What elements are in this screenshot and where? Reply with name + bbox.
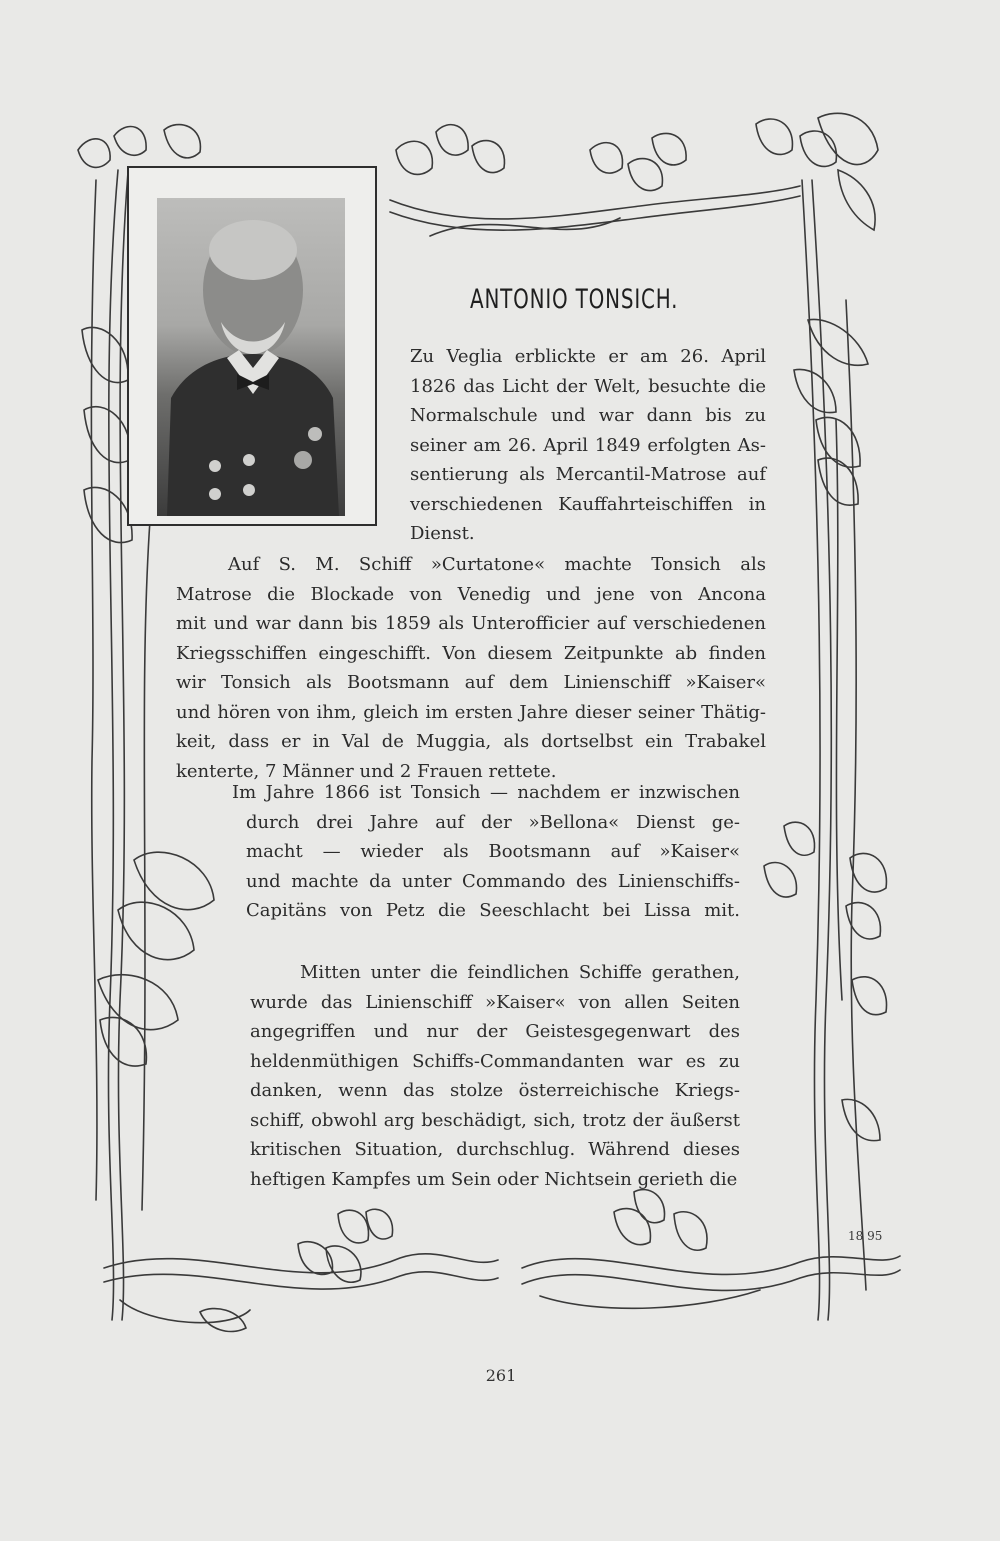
- text-line: kenterte, 7 Männer und 2 Frauen rettete.: [176, 760, 557, 782]
- text-line: Im Jahre 1866 ist Tonsich — nachdem er inzwischen: [232, 782, 740, 803]
- paragraph-4: [250, 958, 740, 1194]
- text-line: Normalschule und war dann bis zu: [410, 405, 766, 426]
- text-line: Mitten unter die feindlichen Schiffe gerathen,: [300, 962, 740, 983]
- text-line: heldenmüthigen Schiffs-Commandanten war es zu: [250, 1050, 740, 1072]
- text-line: wurde das Linienschiff »Kaiser« von allen Seiten: [250, 991, 740, 1013]
- paragraph-2: [176, 550, 766, 786]
- text-line: Dienst.: [410, 523, 475, 544]
- paragraph-3: [232, 778, 740, 926]
- text-line: durch drei Jahre auf der »Bellona« Dienst ge-: [246, 811, 740, 833]
- text-line: macht — wieder als Bootsmann auf »Kaiser«: [246, 841, 740, 862]
- page-number: 261: [485, 1366, 517, 1385]
- text-line: kritischen Situation, durchschlug. Während dieses: [250, 1139, 740, 1160]
- text-line: keit, dass er in Val de Muggia, als dortselbst ein Trabakel: [176, 731, 766, 752]
- paragraph-1: [410, 342, 766, 549]
- text-line: heftigen Kampfes um Sein oder Nichtsein gerieth die: [250, 1168, 738, 1190]
- portrait-silhouette: [157, 198, 345, 516]
- flower-top-left: [78, 125, 200, 168]
- text-line: Capitäns von Petz die Seeschlacht bei Lissa mit.: [246, 900, 740, 921]
- flower-top-right: [756, 113, 878, 230]
- text-line: und machte da unter Commando des Linienschiffs-: [246, 870, 740, 892]
- text-line: verschiedenen Kauffahrteischiffen in: [410, 493, 766, 515]
- text-line: angegriffen und nur der Geistesgegenwart des: [250, 1021, 740, 1042]
- portrait-photo: [157, 198, 345, 516]
- flower-top-center: [396, 125, 686, 191]
- text-line: und hören von ihm, gleich im ersten Jahre dieser seiner Thätig-: [176, 701, 766, 723]
- text-line: mit und war dann bis 1859 als Unterofficier auf verschiedenen: [176, 613, 766, 634]
- ornament-signature: 18 95: [848, 1229, 883, 1243]
- text-line: Kriegsschiffen eingeschifft. Von diesem Zeitpunkte ab finden: [176, 642, 766, 664]
- text-line: Auf S. M. Schiff »Curtatone« machte Tonsich als: [228, 554, 766, 575]
- article-title: ANTONIO TONSICH.: [470, 284, 679, 315]
- text-line: sentierung als Mercantil-Matrose auf: [410, 464, 766, 485]
- text-line: schiff, obwohl arg beschädigt, sich, trotz der äußerst: [250, 1109, 740, 1131]
- portrait-frame: [127, 166, 377, 526]
- text-line: danken, wenn das stolze österreichische Kriegs-: [250, 1080, 740, 1101]
- text-line: 1826 das Licht der Welt, besuchte die: [410, 375, 766, 397]
- text-line: Matrose die Blockade von Venedig und jene von Ancona: [176, 583, 766, 605]
- text-line: seiner am 26. April 1849 erfolgten As-: [410, 434, 766, 456]
- flower-bottom: [200, 1190, 707, 1332]
- text-line: wir Tonsich als Bootsmann auf dem Linienschiff »Kaiser«: [176, 672, 766, 693]
- text-line: Zu Veglia erblickte er am 26. April: [410, 346, 766, 367]
